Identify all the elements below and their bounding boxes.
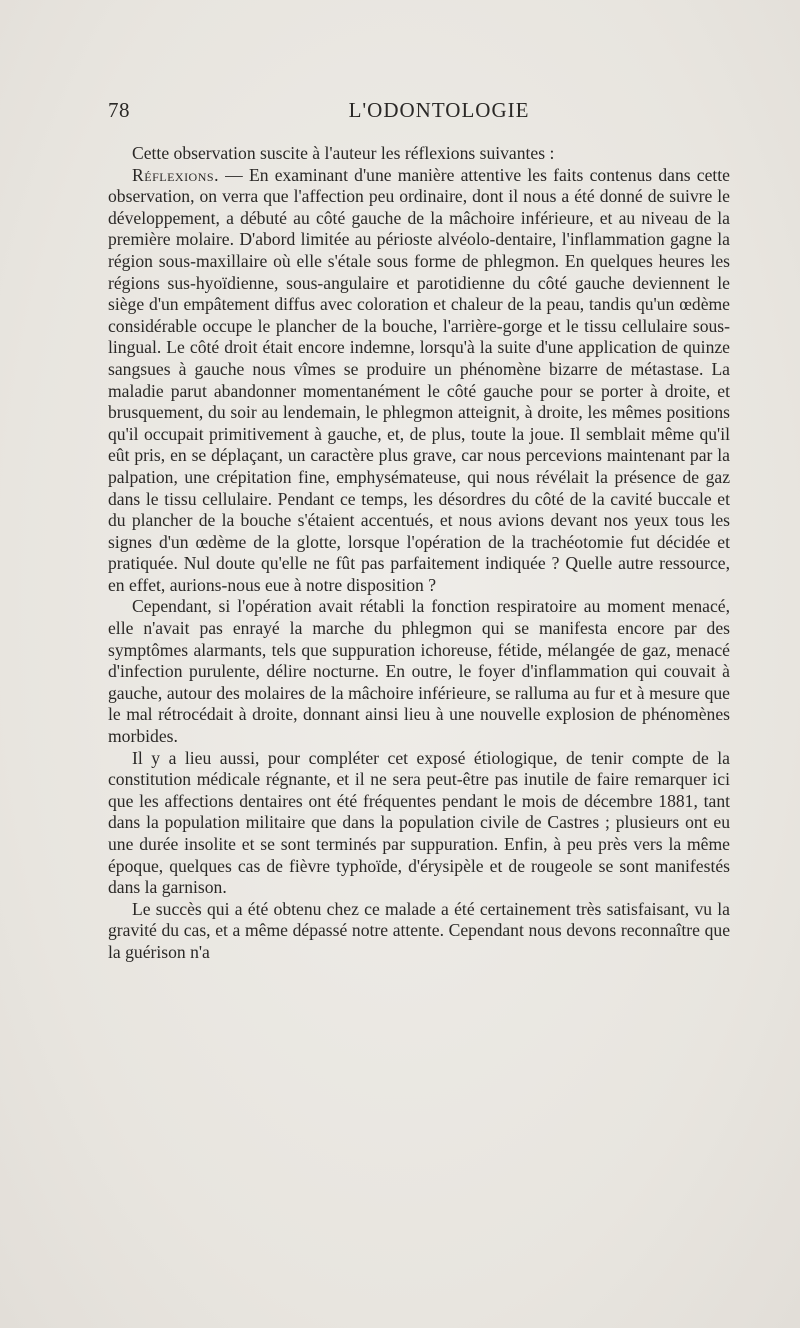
paragraph-intro: Cette observation suscite à l'auteur les réflexions suivantes : bbox=[132, 143, 555, 163]
page-header bbox=[108, 98, 730, 128]
section-heading: Réflexions. bbox=[132, 164, 219, 185]
paragraph-etiologie: Il y a lieu aussi, pour compléter cet exposé étiologique, de tenir compte de la constitution médicale régnante, et il ne sera peut-être pas inutile de faire remarquer ici que les affections dentaires ont été fréquentes pendant le mois de décembre 1881, tant dans la population militaire que dans la population civile de Castres ; plusieurs ont eu une durée insolite et se sont terminés par suppuration. Enfin, à peu près vers la même époque, quelques cas de fièvre typhoïde, d'érysipèle et de rougeole se sont manifestés dans la garnison. bbox=[108, 747, 730, 898]
paragraph-cependant: Cependant, si l'opération avait rétabli la fonction respiratoire au moment menacé, elle n'avait pas enrayé la marche du phlegmon qui se manifesta encore par des symptômes alarmants, tels que suppuration ichoreuse, fétide, mélangée de gaz, menacé d'infection purulente, délire nocturne. En outre, le foyer d'inflammation qui couvait à gauche, autour des molaires de la mâchoire inférieure, se ralluma au fur et à mesure que le mal rétrocédait à droite, donnant ainsi lieu à une nouvelle explosion de phénomènes morbides. bbox=[108, 596, 730, 747]
paragraph-reflexions-text: — En examinant d'une manière attentive les faits contenus dans cette observation, on verra que l'affection peu ordinaire, dont il nous a été donné de suivre le développement, a débuté au côté gauche de la mâchoire inférieure, et au niveau de la première molaire. D'abord limitée au périoste alvéolo-dentaire, l'inflammation gagne la région sous-maxillaire où elle s'étale sous forme de phlegmon. En quelques heures les régions sus-hyoïdienne, sous-angulaire et parotidienne du côté gauche deviennent le siège d'un empâtement diffus avec coloration et chaleur de la peau, tandis qu'un œdème considérable occupe le plancher de la bouche, l'arrière-gorge et le tissu cellulaire sous-lingual. Le côté droit était encore indemne, lorsqu'à la suite d'une application de quinze sangsues à gauche nous vîmes se produire un phénomène bizarre de métastase. La maladie parut abandonner momentanément le côté gauche pour se porter à droite, et brusquement, du soir au lendemain, le phlegmon atteignit, à droite, les mêmes positions qu'il occupait primitivement à gauche, et, de plus, toute la joue. Il semblait même qu'il eût pris, en se déplaçant, un caractère plus grave, car nous percevions maintenant par la palpation, une crépitation fine, emphysémateuse, qui nous révélait la présence de gaz dans le tissu cellulaire. Pendant ce temps, les désordres du côté de la cavité buccale et du plancher de la bouche s'étaient accentués, et nous avions devant nos yeux tous les signes d'un œdème de la glotte, lorsque l'opération de la trachéotomie fut décidée et pratiquée. Nul doute qu'elle ne fût pas parfaitement indiquée ? Quelle autre ressource, en effet, aurions-nous eue à notre disposition ? bbox=[108, 164, 730, 595]
page-number: 78 bbox=[108, 98, 130, 122]
paragraph-reflexions bbox=[108, 165, 730, 597]
paragraph-succes: Le succès qui a été obtenu chez ce malade a été certainement très satisfaisant, vu la gravité du cas, et a même dépassé notre attente. Cependant nous devons reconnaître que la guérison n'a bbox=[108, 898, 730, 962]
body-text bbox=[108, 143, 730, 964]
running-title: L'ODONTOLOGIE bbox=[348, 98, 530, 122]
